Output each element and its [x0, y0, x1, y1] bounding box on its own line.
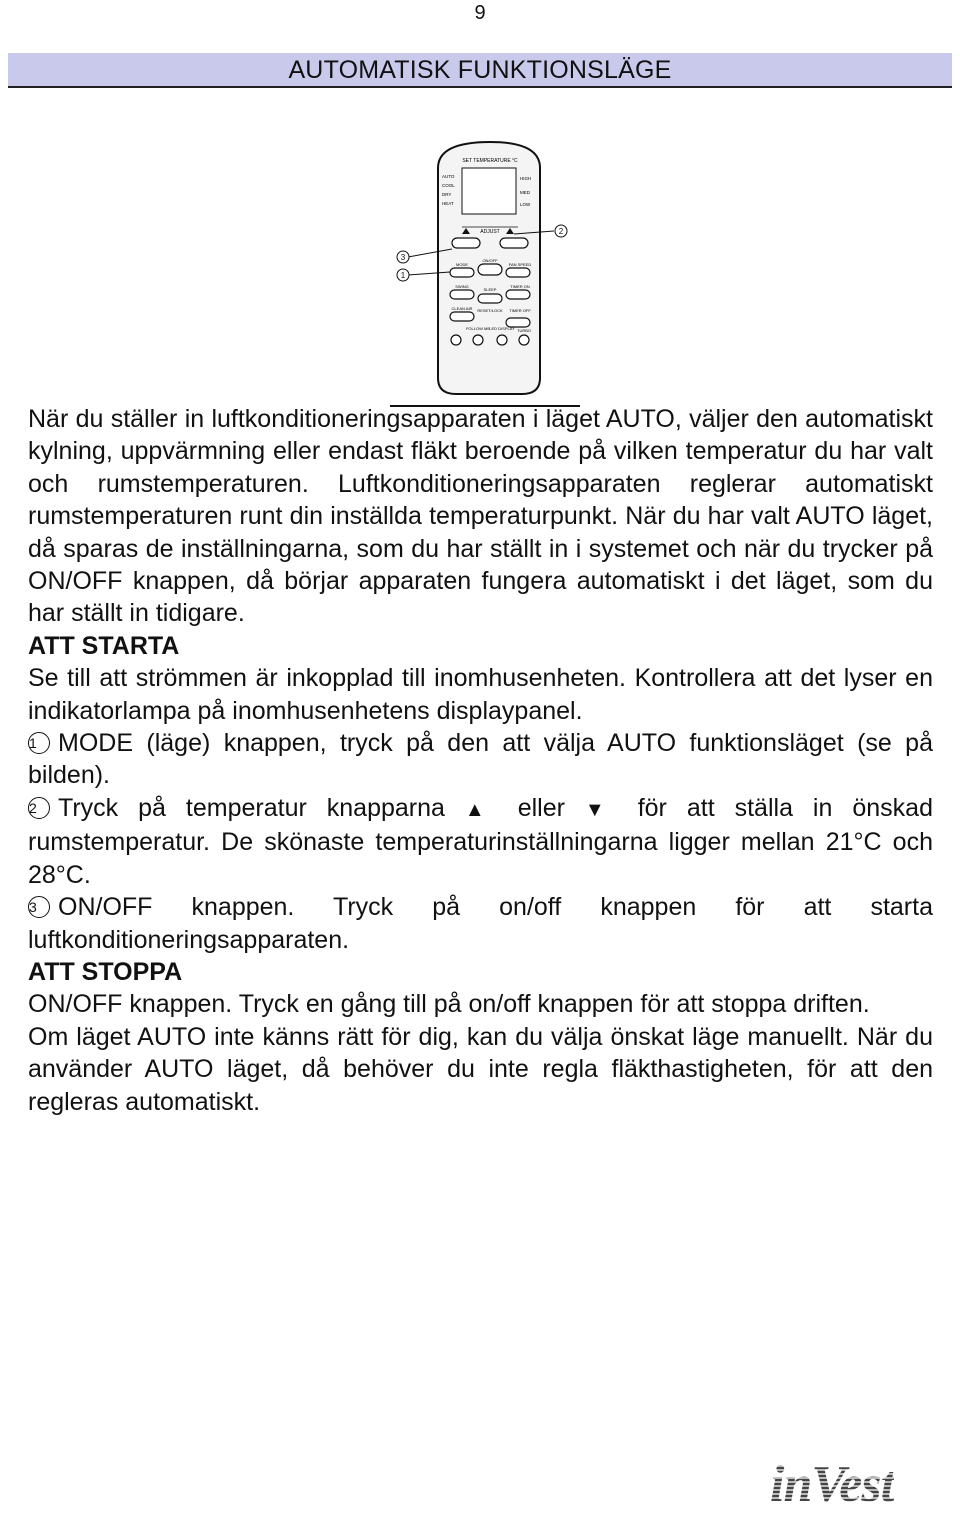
svg-text:LED DISPLAY: LED DISPLAY [489, 326, 515, 331]
body-text [28, 403, 933, 1118]
start-heading: ATT STARTA [28, 631, 180, 660]
step-number-3: 3 [28, 896, 50, 918]
svg-text:FAN SPEED: FAN SPEED [508, 262, 532, 267]
remote-display [462, 168, 516, 214]
start-paragraph: Se till att strömmen är inkopplad till inomhusenheten. Kontrollera att det lyser en indikatorlampa på inomhusenhetens displaypanel. [28, 664, 933, 725]
stop-paragraph-2: Om läget AUTO inte känns rätt för dig, kan du välja önskat läge manuellt. När du använder AUTO läget, då behöver du inte regla fläkthastigheten, för att den regleras automatiskt. [28, 1022, 933, 1116]
svg-text:AUTO: AUTO [442, 174, 455, 179]
svg-text:TIMER OFF: TIMER OFF [509, 308, 531, 313]
svg-text:1: 1 [400, 271, 406, 280]
step-3-text: ON/OFF knappen. Tryck på on/off knappen för att starta luftkonditioneringsapparaten. [28, 893, 933, 954]
step-number-2: 2 [28, 797, 50, 819]
temp-down-button [452, 238, 480, 248]
svg-text:TURBO: TURBO [517, 328, 531, 333]
svg-text:HIGH: HIGH [520, 176, 532, 181]
step-1 [28, 727, 933, 792]
svg-text:2: 2 [558, 227, 564, 236]
svg-text:FOLLOW ME: FOLLOW ME [465, 326, 491, 331]
temp-up-button [500, 238, 528, 248]
svg-text:LOW: LOW [520, 202, 531, 207]
svg-text:SLEEP: SLEEP [483, 287, 497, 292]
up-arrow-icon: ▲ [464, 798, 498, 821]
svg-text:MED: MED [520, 190, 530, 195]
svg-text:SWING: SWING [455, 284, 469, 289]
svg-text:ADJUST: ADJUST [480, 229, 500, 235]
page-title: AUTOMATISK FUNKTIONSLÄGE [288, 56, 672, 84]
svg-text:COOL: COOL [442, 183, 455, 188]
step-3 [28, 891, 933, 956]
svg-text:RESET/LOCK: RESET/LOCK [477, 308, 503, 313]
svg-text:DRY: DRY [442, 192, 452, 197]
svg-text:MODE: MODE [456, 262, 468, 267]
svg-text:ON/OFF: ON/OFF [482, 258, 498, 263]
step-number-1: 1 [28, 732, 50, 754]
intro-paragraph: När du ställer in luftkonditioneringsapparaten i läget AUTO, väljer den automatiskt kylning, uppvärmning eller endast fläkt beroende på vilken temperatur du har valt och rumstemperaturen. Luftkonditioneringsapparaten reglerar automatiskt rumstemperaturen runt din inställda temperaturpunkt. När du har valt AUTO läget, då sparas de inställningarna, som du har ställt in i systemet och när du trycker på ON/OFF knappen, då börjar apparaten fungera automatiskt i det läget, som du har ställt in tidigare. [28, 405, 933, 628]
svg-text:3: 3 [400, 253, 406, 262]
step-2: 2 Tryck på temperatur knapparna ▲ eller ▼ för att ställa in önskad rumstemperatur. De skönaste temperaturinställningarna ligger mellan 21°C och 28°C. [28, 793, 933, 889]
stop-heading: ATT STOPPA [28, 957, 183, 986]
remote-top-label: SET TEMPERATURE °C [462, 158, 518, 164]
stop-paragraph-1: ON/OFF knappen. Tryck en gång till på on/off knappen för att stoppa driften. [28, 990, 870, 1019]
title-bar [8, 53, 952, 88]
svg-text:CLEAN AIR: CLEAN AIR [451, 306, 473, 311]
step-1-text: MODE (läge) knappen, tryck på den att välja AUTO funktionsläget (se på bilden). [28, 729, 933, 790]
remote-control-illustration [390, 138, 590, 410]
page-number: 9 [474, 2, 486, 24]
svg-text:TIMER ON: TIMER ON [510, 284, 530, 289]
svg-text:HEAT: HEAT [442, 201, 454, 206]
down-arrow-icon: ▼ [584, 798, 618, 821]
invest-logo: inVest [770, 1456, 895, 1513]
